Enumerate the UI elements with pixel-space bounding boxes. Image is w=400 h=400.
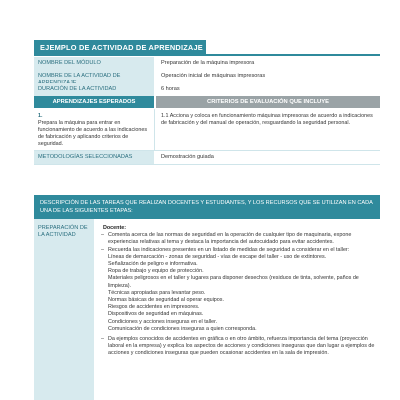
- sub-list-item: Normas básicas de seguridad al operar equipos.: [108, 297, 224, 304]
- sub-list-item: Comunicación de condiciones inseguras a quien corresponda.: [108, 325, 257, 332]
- section-content: [96, 219, 380, 400]
- sub-list-item: Ropa de trabajo y equipo de protección.: [108, 268, 204, 275]
- info-row-module: [34, 57, 380, 71]
- list-item: – Recuerda las indicaciones presentes en un listado de medidas de seguridad a considerar en el taller:: [101, 247, 375, 254]
- learning-header: APRENDIZAJES ESPERADOS: [34, 96, 154, 108]
- methodology-row: [34, 151, 380, 165]
- info-row-duration: [34, 83, 380, 97]
- module-label: NOMBRE DEL MÓDULO: [34, 57, 154, 70]
- sub-list-item: Riesgos de accidentes en impresores.: [108, 304, 200, 311]
- sub-list-item: Técnicas apropiadas para levantar peso.: [108, 289, 206, 296]
- learning-text: Prepara la máquina para entrar en funcionamiento de acuerdo a las indicaciones de fabricación y aplicando criterios de seguridad.: [38, 120, 148, 147]
- learning-criteria-row: [34, 109, 380, 151]
- duration-value: 6 horas: [154, 83, 380, 96]
- tasks-description-header: DESCRIPCIÓN DE LAS TAREAS QUE REALIZAN DOCENTES Y ESTUDIANTES, Y LOS RECURSOS QUE SE UTILIZAN EN CADA UNA DE LAS SIGUIENTES ETAPAS:: [34, 195, 380, 219]
- banner-divider: [34, 54, 380, 56]
- criteria-header: CRITERIOS DE EVALUACIÓN QUE INCLUYE: [154, 96, 380, 108]
- table-header-row: [34, 96, 380, 108]
- methodology-label: METODOLOGÍAS SELECCIONADAS: [34, 151, 154, 164]
- sub-list-item: Líneas de demarcación - zonas de seguridad - vías de escape del taller - uso de extintores.: [108, 253, 327, 260]
- teacher-heading: Docente:: [103, 225, 127, 231]
- list-item: – Da ejemplos conocidos de accidentes en gráfica o en otro ámbito, refuerza importancia del tema (proyección laboral en la empresa) y explica los aspectos de acciones y condiciones inseguras que dan lugar a ejemplos de acciones y condiciones inseguras que pueden ocasionar accidentes en la sala de impresión.: [101, 336, 375, 358]
- duration-label: DURACIÓN DE LA ACTIVIDAD: [34, 83, 154, 96]
- section-label: PREPARACIÓN DE LA ACTIVIDAD: [34, 219, 94, 400]
- sub-list: [101, 254, 375, 333]
- activity-banner: EJEMPLO DE ACTIVIDAD DE APRENDIZAJE: [34, 40, 206, 55]
- list-item: – Comenta acerca de las normas de seguridad en la operación de cualquier tipo de maquinaria, expone experiencias relativas al tema y destaca la importancia del autocuidado para evitar accidentes.: [101, 232, 375, 246]
- learning-cell: [34, 109, 154, 150]
- activity-label: NOMBRE DE LA ACTIVIDAD DE: [34, 70, 154, 90]
- sub-list-item: Dispositivos de seguridad en máquinas.: [108, 311, 204, 318]
- criteria-text: 1.1 Acciona y coloca en funcionamiento máquinas impresoras de acuerdo a indicaciones de fabricación y del manual de operación, resguardando la seguridad personal.: [154, 109, 380, 150]
- activity-value: Operación inicial de máquinas impresoras: [154, 70, 380, 90]
- learning-number: 1.: [38, 113, 43, 119]
- sub-list-item: Materiales peligrosos en el taller y lugares para disponer desechos (residuos de tinta, solvente, paños de limpieza).: [108, 275, 359, 289]
- module-value: Preparación de la máquina impresora: [154, 57, 380, 70]
- sub-list-item: Señalización de peligro e informativa.: [108, 261, 198, 268]
- sub-list-item: Condiciones y acciones inseguras en el taller.: [108, 318, 218, 325]
- methodology-value: Demostración guiada: [154, 151, 380, 164]
